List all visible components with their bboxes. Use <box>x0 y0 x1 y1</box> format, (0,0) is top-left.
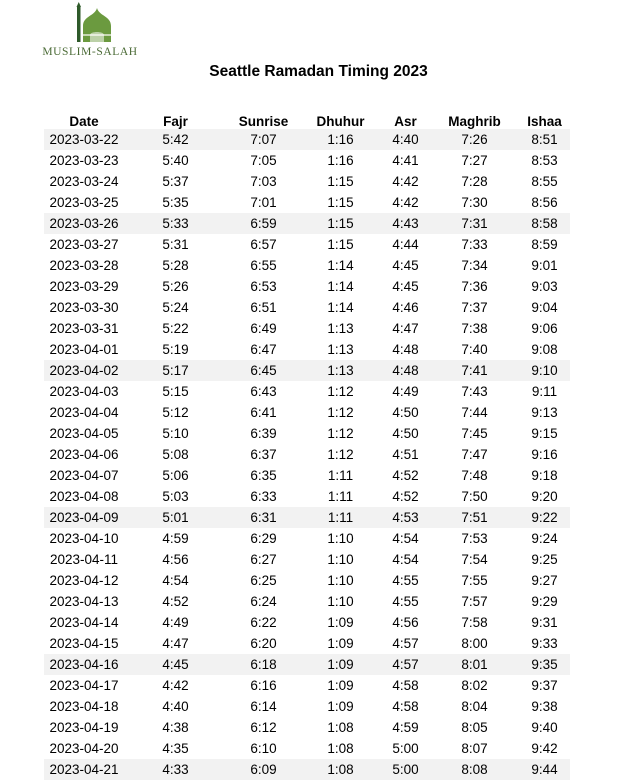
cell-ishaa: 9:20 <box>531 489 558 504</box>
cell-sunrise: 6:16 <box>250 678 277 693</box>
header-asr: Asr <box>394 114 417 129</box>
cell-date: 2023-04-07 <box>49 468 119 483</box>
table-row <box>44 150 570 171</box>
cell-maghrib: 7:38 <box>461 321 488 336</box>
cell-date: 2023-04-10 <box>49 531 119 546</box>
cell-sunrise: 6:43 <box>250 384 277 399</box>
cell-sunrise: 6:31 <box>227 507 300 528</box>
cell-dhuhur: 1:15 <box>327 237 354 252</box>
cell-maghrib: 7:37 <box>461 300 488 315</box>
cell-dhuhur: 1:13 <box>327 342 354 357</box>
cell-dhuhur: 1:11 <box>327 468 354 483</box>
cell-asr: 4:42 <box>392 195 419 210</box>
cell-sunrise: 7:03 <box>250 174 277 189</box>
cell-ishaa: 9:10 <box>519 360 570 381</box>
table-row <box>44 717 570 738</box>
cell-sunrise: 6:25 <box>250 573 277 588</box>
table-row <box>44 171 570 192</box>
cell-date: 2023-04-08 <box>49 489 119 504</box>
table-row <box>44 339 570 360</box>
cell-ishaa: 9:11 <box>531 384 558 399</box>
cell-date: 2023-04-03 <box>49 384 119 399</box>
cell-fajr: 5:31 <box>162 237 189 252</box>
cell-asr: 5:00 <box>381 759 430 780</box>
cell-fajr: 5:28 <box>162 258 189 273</box>
table-row <box>44 255 570 276</box>
cell-dhuhur: 1:16 <box>300 129 381 150</box>
cell-date: 2023-04-04 <box>49 405 119 420</box>
cell-maghrib: 7:48 <box>461 468 488 483</box>
cell-asr: 4:55 <box>392 594 419 609</box>
cell-ishaa: 9:27 <box>531 573 558 588</box>
cell-fajr: 4:35 <box>162 741 189 756</box>
table-row <box>44 759 570 780</box>
cell-maghrib: 8:08 <box>430 759 519 780</box>
cell-maghrib: 7:54 <box>461 552 488 567</box>
cell-dhuhur: 1:13 <box>327 321 354 336</box>
cell-fajr: 5:40 <box>162 153 189 168</box>
cell-ishaa: 8:58 <box>519 213 570 234</box>
cell-asr: 4:48 <box>381 360 430 381</box>
cell-maghrib: 7:45 <box>461 426 488 441</box>
cell-asr: 4:52 <box>392 468 419 483</box>
cell-date: 2023-03-30 <box>49 300 119 315</box>
cell-ishaa: 9:06 <box>531 321 558 336</box>
cell-dhuhur: 1:09 <box>327 615 354 630</box>
cell-date: 2023-04-06 <box>49 447 119 462</box>
cell-sunrise: 7:05 <box>250 153 277 168</box>
cell-date: 2023-04-12 <box>49 573 119 588</box>
cell-sunrise: 6:09 <box>227 759 300 780</box>
table-row <box>44 465 570 486</box>
cell-date: 2023-03-28 <box>49 258 119 273</box>
cell-date: 2023-04-05 <box>49 426 119 441</box>
cell-sunrise: 6:27 <box>250 552 277 567</box>
cell-date: 2023-04-14 <box>49 615 119 630</box>
table-row <box>44 507 570 528</box>
cell-asr: 4:50 <box>392 405 419 420</box>
cell-dhuhur: 1:14 <box>327 279 354 294</box>
cell-dhuhur: 1:08 <box>300 759 381 780</box>
table-row <box>44 402 570 423</box>
cell-sunrise: 6:47 <box>250 342 277 357</box>
cell-fajr: 4:56 <box>162 552 189 567</box>
cell-fajr: 5:22 <box>162 321 189 336</box>
cell-ishaa: 9:40 <box>531 720 558 735</box>
cell-fajr: 5:06 <box>162 468 189 483</box>
cell-fajr: 5:15 <box>162 384 189 399</box>
cell-fajr: 5:03 <box>162 489 189 504</box>
cell-sunrise: 6:41 <box>250 405 277 420</box>
cell-maghrib: 8:05 <box>461 720 488 735</box>
cell-date: 2023-04-16 <box>44 654 124 675</box>
table-row <box>44 654 570 675</box>
cell-asr: 4:44 <box>392 237 419 252</box>
table-row <box>44 381 570 402</box>
cell-asr: 4:57 <box>381 654 430 675</box>
table-row <box>44 444 570 465</box>
table-row <box>44 528 570 549</box>
brand-name: MUSLIM-SALAH <box>42 46 138 58</box>
cell-dhuhur: 1:10 <box>327 594 354 609</box>
cell-asr: 5:00 <box>392 741 419 756</box>
cell-date: 2023-03-29 <box>49 279 119 294</box>
table-row <box>44 612 570 633</box>
cell-maghrib: 7:30 <box>461 195 488 210</box>
cell-fajr: 5:17 <box>124 360 227 381</box>
cell-fajr: 5:35 <box>162 195 189 210</box>
cell-sunrise: 6:39 <box>250 426 277 441</box>
cell-date: 2023-04-11 <box>49 552 119 567</box>
cell-maghrib: 8:02 <box>461 678 488 693</box>
cell-date: 2023-03-24 <box>49 174 119 189</box>
cell-maghrib: 7:47 <box>461 447 488 462</box>
cell-asr: 4:54 <box>392 552 419 567</box>
cell-ishaa: 9:03 <box>531 279 558 294</box>
cell-maghrib: 7:43 <box>461 384 488 399</box>
cell-date: 2023-04-01 <box>49 342 119 357</box>
cell-dhuhur: 1:09 <box>327 678 354 693</box>
cell-asr: 4:46 <box>392 300 419 315</box>
cell-ishaa: 9:44 <box>519 759 570 780</box>
table-row <box>44 129 570 150</box>
cell-sunrise: 6:59 <box>227 213 300 234</box>
table-row <box>44 570 570 591</box>
cell-ishaa: 9:04 <box>531 300 558 315</box>
header-ishaa: Ishaa <box>527 114 562 129</box>
cell-ishaa: 9:15 <box>531 426 558 441</box>
cell-asr: 4:53 <box>381 507 430 528</box>
cell-sunrise: 6:14 <box>250 699 277 714</box>
header-sunrise: Sunrise <box>238 114 289 129</box>
cell-asr: 4:49 <box>392 384 419 399</box>
cell-dhuhur: 1:14 <box>327 258 354 273</box>
cell-ishaa: 9:33 <box>531 636 558 651</box>
cell-dhuhur: 1:09 <box>327 636 354 651</box>
cell-date: 2023-03-23 <box>49 153 119 168</box>
cell-asr: 4:50 <box>392 426 419 441</box>
cell-sunrise: 7:01 <box>250 195 277 210</box>
cell-maghrib: 7:26 <box>430 129 519 150</box>
cell-asr: 4:54 <box>392 531 419 546</box>
cell-sunrise: 6:45 <box>227 360 300 381</box>
cell-ishaa: 8:51 <box>519 129 570 150</box>
cell-date: 2023-04-13 <box>49 594 119 609</box>
table-row <box>44 549 570 570</box>
cell-sunrise: 6:55 <box>250 258 277 273</box>
cell-sunrise: 7:07 <box>227 129 300 150</box>
cell-date: 2023-04-02 <box>44 360 124 381</box>
table-row <box>44 234 570 255</box>
cell-date: 2023-03-25 <box>49 195 119 210</box>
cell-date: 2023-04-19 <box>49 720 119 735</box>
cell-sunrise: 6:12 <box>250 720 277 735</box>
cell-dhuhur: 1:15 <box>327 174 354 189</box>
table-row <box>44 738 570 759</box>
cell-ishaa: 9:24 <box>531 531 558 546</box>
cell-asr: 4:45 <box>392 258 419 273</box>
cell-dhuhur: 1:10 <box>327 531 354 546</box>
table-row <box>44 591 570 612</box>
table-row <box>44 276 570 297</box>
cell-ishaa: 9:29 <box>531 594 558 609</box>
cell-asr: 4:45 <box>392 279 419 294</box>
cell-date: 2023-04-20 <box>49 741 119 756</box>
cell-sunrise: 6:51 <box>250 300 277 315</box>
header-fajr: Fajr <box>163 114 188 129</box>
cell-date: 2023-04-21 <box>44 759 124 780</box>
cell-ishaa: 9:25 <box>531 552 558 567</box>
cell-sunrise: 6:20 <box>250 636 277 651</box>
cell-asr: 4:56 <box>392 615 419 630</box>
cell-asr: 4:52 <box>392 489 419 504</box>
brand-logo <box>40 2 140 62</box>
mosque-icon <box>68 2 112 46</box>
cell-ishaa: 9:18 <box>531 468 558 483</box>
cell-dhuhur: 1:15 <box>300 213 381 234</box>
header-maghrib: Maghrib <box>448 114 501 129</box>
table-header-row <box>44 107 570 129</box>
table-row <box>44 675 570 696</box>
cell-fajr: 5:08 <box>162 447 189 462</box>
table-row <box>44 297 570 318</box>
cell-sunrise: 6:29 <box>250 531 277 546</box>
table-row <box>44 213 570 234</box>
cell-fajr: 5:19 <box>162 342 189 357</box>
cell-fajr: 5:01 <box>124 507 227 528</box>
cell-date: 2023-04-17 <box>49 678 119 693</box>
cell-maghrib: 7:50 <box>461 489 488 504</box>
cell-asr: 4:51 <box>392 447 419 462</box>
cell-maghrib: 8:04 <box>461 699 488 714</box>
cell-dhuhur: 1:09 <box>300 654 381 675</box>
cell-date: 2023-03-26 <box>44 213 124 234</box>
cell-ishaa: 9:37 <box>531 678 558 693</box>
cell-sunrise: 6:24 <box>250 594 277 609</box>
cell-sunrise: 6:18 <box>227 654 300 675</box>
cell-maghrib: 7:40 <box>461 342 488 357</box>
cell-asr: 4:59 <box>392 720 419 735</box>
table-row <box>44 318 570 339</box>
cell-fajr: 5:26 <box>162 279 189 294</box>
cell-ishaa: 8:56 <box>531 195 558 210</box>
cell-dhuhur: 1:09 <box>327 699 354 714</box>
header-date: Date <box>69 114 99 129</box>
table-row <box>44 423 570 444</box>
cell-maghrib: 8:01 <box>430 654 519 675</box>
cell-sunrise: 6:33 <box>250 489 277 504</box>
cell-asr: 4:48 <box>392 342 419 357</box>
cell-fajr: 5:37 <box>162 174 189 189</box>
cell-maghrib: 7:41 <box>430 360 519 381</box>
cell-sunrise: 6:10 <box>250 741 277 756</box>
cell-date: 2023-03-27 <box>49 237 119 252</box>
cell-dhuhur: 1:14 <box>327 300 354 315</box>
page-title: Seattle Ramadan Timing 2023 <box>209 63 428 80</box>
cell-fajr: 4:33 <box>124 759 227 780</box>
cell-dhuhur: 1:08 <box>327 720 354 735</box>
cell-maghrib: 7:51 <box>430 507 519 528</box>
cell-sunrise: 6:57 <box>250 237 277 252</box>
cell-dhuhur: 1:13 <box>300 360 381 381</box>
cell-maghrib: 7:27 <box>461 153 488 168</box>
cell-date: 2023-03-31 <box>49 321 119 336</box>
cell-maghrib: 8:07 <box>461 741 488 756</box>
cell-maghrib: 7:57 <box>461 594 488 609</box>
cell-asr: 4:41 <box>392 153 419 168</box>
cell-maghrib: 7:28 <box>461 174 488 189</box>
cell-asr: 4:57 <box>392 636 419 651</box>
cell-asr: 4:42 <box>392 174 419 189</box>
cell-fajr: 4:42 <box>162 678 189 693</box>
cell-fajr: 4:45 <box>124 654 227 675</box>
cell-fajr: 4:52 <box>162 594 189 609</box>
cell-fajr: 5:24 <box>162 300 189 315</box>
table-row <box>44 696 570 717</box>
timing-table <box>44 107 570 780</box>
cell-sunrise: 6:22 <box>250 615 277 630</box>
cell-fajr: 4:40 <box>162 699 189 714</box>
cell-fajr: 5:12 <box>162 405 189 420</box>
cell-dhuhur: 1:11 <box>327 489 354 504</box>
cell-asr: 4:55 <box>392 573 419 588</box>
table-row <box>44 192 570 213</box>
cell-dhuhur: 1:12 <box>327 405 354 420</box>
cell-ishaa: 9:01 <box>531 258 558 273</box>
cell-sunrise: 6:37 <box>250 447 277 462</box>
cell-asr: 4:58 <box>392 699 419 714</box>
cell-asr: 4:58 <box>392 678 419 693</box>
cell-maghrib: 7:31 <box>430 213 519 234</box>
cell-ishaa: 9:22 <box>519 507 570 528</box>
table-row <box>44 633 570 654</box>
cell-dhuhur: 1:16 <box>327 153 354 168</box>
cell-maghrib: 7:36 <box>461 279 488 294</box>
cell-maghrib: 7:34 <box>461 258 488 273</box>
cell-dhuhur: 1:12 <box>327 384 354 399</box>
cell-maghrib: 7:44 <box>461 405 488 420</box>
cell-dhuhur: 1:15 <box>327 195 354 210</box>
cell-ishaa: 9:35 <box>519 654 570 675</box>
cell-ishaa: 9:16 <box>531 447 558 462</box>
cell-fajr: 5:10 <box>162 426 189 441</box>
cell-ishaa: 9:42 <box>531 741 558 756</box>
header-dhuhur: Dhuhur <box>316 114 365 129</box>
cell-maghrib: 7:55 <box>461 573 488 588</box>
cell-ishaa: 9:13 <box>531 405 558 420</box>
cell-dhuhur: 1:12 <box>327 447 354 462</box>
cell-fajr: 5:42 <box>124 129 227 150</box>
cell-ishaa: 9:38 <box>531 699 558 714</box>
cell-maghrib: 7:58 <box>461 615 488 630</box>
cell-maghrib: 8:00 <box>461 636 488 651</box>
cell-maghrib: 7:33 <box>461 237 488 252</box>
cell-dhuhur: 1:12 <box>327 426 354 441</box>
cell-asr: 4:43 <box>381 213 430 234</box>
cell-asr: 4:47 <box>392 321 419 336</box>
cell-ishaa: 8:59 <box>531 237 558 252</box>
cell-fajr: 4:47 <box>162 636 189 651</box>
cell-sunrise: 6:53 <box>250 279 277 294</box>
cell-ishaa: 9:08 <box>531 342 558 357</box>
cell-dhuhur: 1:10 <box>327 552 354 567</box>
table-row <box>44 360 570 381</box>
cell-fajr: 4:54 <box>162 573 189 588</box>
cell-date: 2023-04-15 <box>49 636 119 651</box>
cell-fajr: 4:59 <box>162 531 189 546</box>
cell-fajr: 4:38 <box>162 720 189 735</box>
cell-sunrise: 6:35 <box>250 468 277 483</box>
cell-dhuhur: 1:11 <box>300 507 381 528</box>
cell-asr: 4:40 <box>381 129 430 150</box>
cell-ishaa: 8:55 <box>531 174 558 189</box>
cell-fajr: 5:33 <box>124 213 227 234</box>
cell-sunrise: 6:49 <box>250 321 277 336</box>
cell-date: 2023-03-22 <box>44 129 124 150</box>
cell-maghrib: 7:53 <box>461 531 488 546</box>
cell-date: 2023-04-18 <box>49 699 119 714</box>
cell-ishaa: 8:53 <box>531 153 558 168</box>
cell-fajr: 4:49 <box>162 615 189 630</box>
cell-dhuhur: 1:10 <box>327 573 354 588</box>
table-row <box>44 486 570 507</box>
cell-dhuhur: 1:08 <box>327 741 354 756</box>
cell-ishaa: 9:31 <box>531 615 558 630</box>
cell-date: 2023-04-09 <box>44 507 124 528</box>
